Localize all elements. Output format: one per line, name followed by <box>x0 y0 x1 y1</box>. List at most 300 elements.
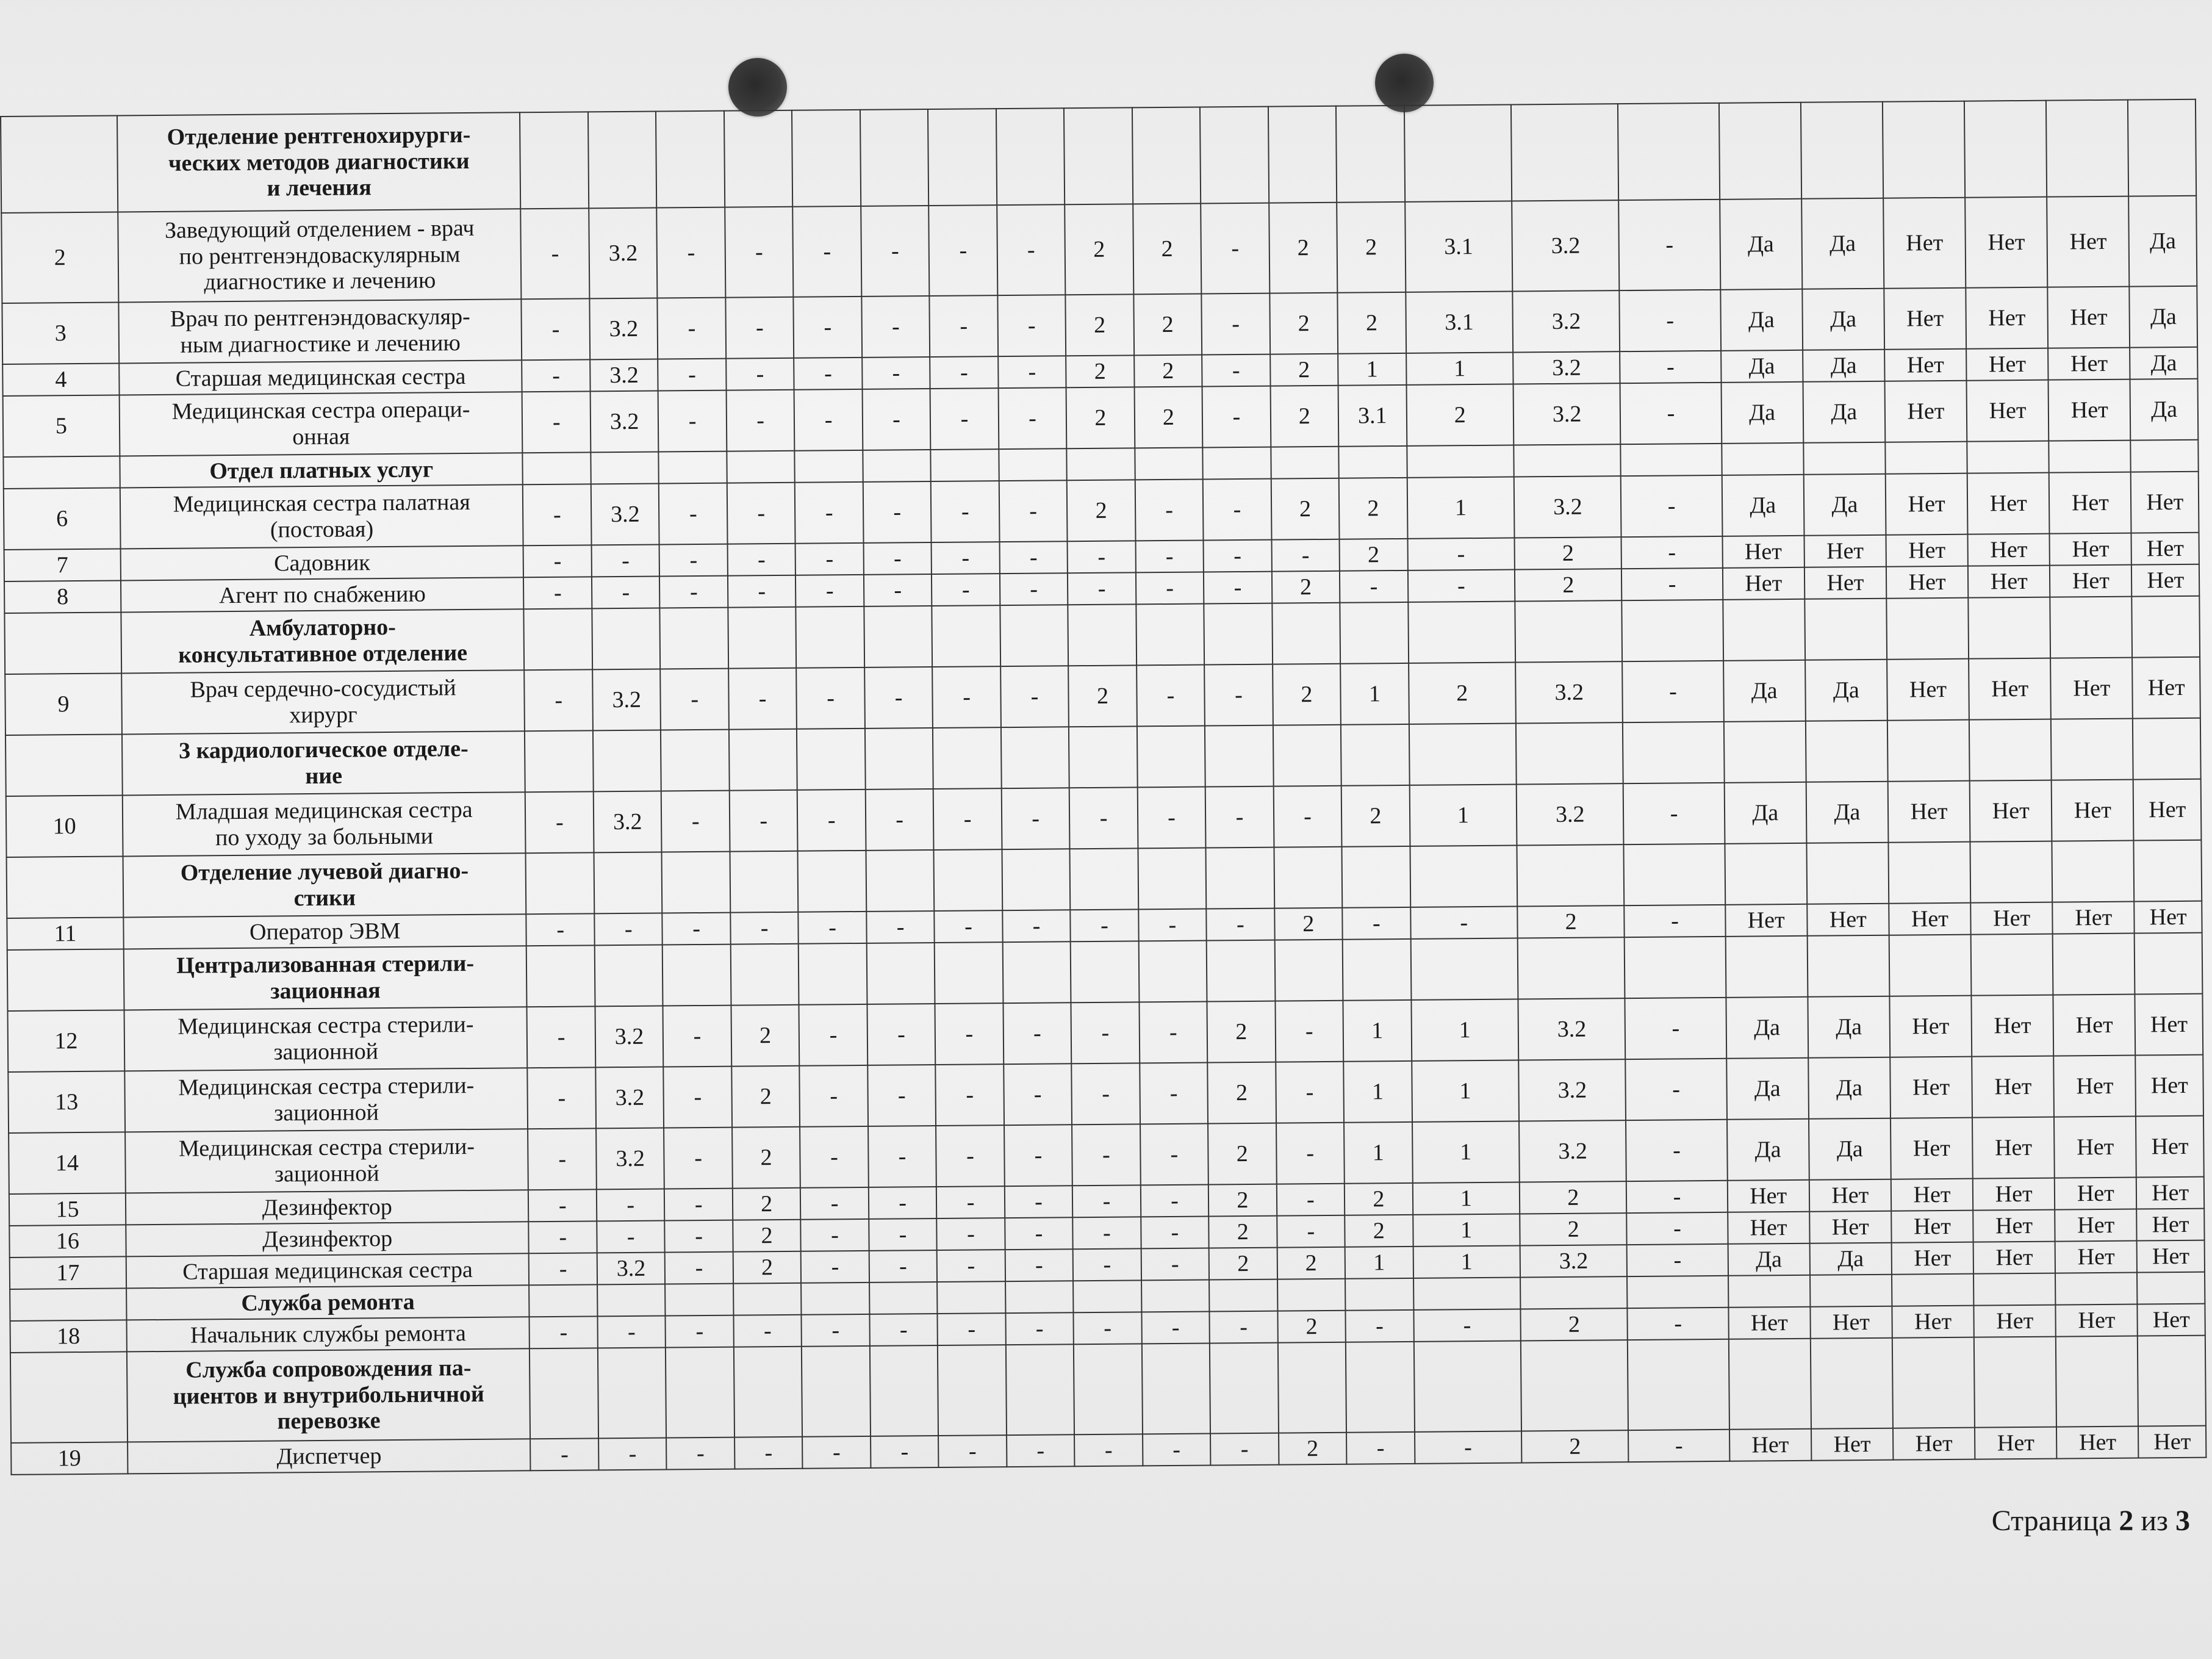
value-cell: Нет <box>1973 1210 2055 1242</box>
value-cell <box>867 943 935 1004</box>
value-cell: 2 <box>1209 1248 1277 1280</box>
row-number <box>10 1351 127 1442</box>
row-number <box>4 612 121 674</box>
value-cell: - <box>1141 1311 1210 1344</box>
value-cell <box>1514 444 1621 477</box>
value-cell: Да <box>1721 350 1803 383</box>
row-number: 18 <box>10 1320 127 1352</box>
value-cell: 2 <box>1277 1311 1346 1343</box>
value-cell: - <box>1626 1059 1727 1120</box>
value-cell: - <box>1137 787 1205 849</box>
value-cell: - <box>1204 572 1272 604</box>
value-cell: - <box>800 1126 868 1188</box>
value-cell: - <box>936 1064 1004 1126</box>
value-cell: - <box>726 358 794 390</box>
value-cell <box>1971 934 2053 996</box>
value-cell <box>1205 725 1273 787</box>
value-cell: - <box>594 913 663 946</box>
value-cell <box>1135 448 1203 480</box>
value-cell: - <box>937 1250 1005 1282</box>
value-cell: Да <box>1803 381 1885 443</box>
value-cell: - <box>1068 541 1136 573</box>
value-cell: 2 <box>1520 1308 1628 1341</box>
value-cell: 2 <box>1208 1184 1277 1217</box>
value-cell <box>1207 940 1275 1002</box>
value-cell: - <box>523 484 591 545</box>
value-cell: - <box>1340 570 1408 603</box>
value-cell <box>1886 598 1969 660</box>
position-name: Диспетчер <box>127 1439 531 1474</box>
value-cell: 2 <box>1068 665 1137 727</box>
value-cell <box>1203 447 1271 480</box>
value-cell: - <box>933 788 1002 850</box>
value-cell: - <box>663 913 731 945</box>
value-cell: - <box>665 1220 733 1253</box>
value-cell <box>1887 720 1970 782</box>
value-cell: 2 <box>733 1220 801 1252</box>
value-cell <box>1625 937 1726 998</box>
value-cell: Нет <box>1968 534 2050 566</box>
value-cell: Да <box>1805 660 1887 721</box>
value-cell <box>663 945 731 1006</box>
value-cell <box>2128 99 2196 196</box>
value-cell: 1 <box>1338 353 1406 386</box>
value-cell: Нет <box>2053 995 2136 1056</box>
value-cell: Нет <box>1892 1242 1974 1275</box>
value-cell <box>1138 941 1207 1002</box>
value-cell <box>1005 1281 1074 1313</box>
value-cell <box>1137 726 1205 788</box>
value-cell: 3.2 <box>590 359 658 392</box>
value-cell: 1 <box>1413 1214 1520 1246</box>
value-cell: 2 <box>731 1066 800 1128</box>
value-cell: - <box>1005 1312 1074 1345</box>
value-cell: Нет <box>1723 567 1805 600</box>
value-cell <box>802 1346 871 1437</box>
row-number: 5 <box>3 395 120 456</box>
value-cell: - <box>733 1315 802 1347</box>
value-cell: 3.2 <box>1514 383 1621 445</box>
section-title: Служба сопровождения па- циентов и внутрибольничной перевозке <box>127 1348 531 1442</box>
value-cell: - <box>1627 1212 1728 1245</box>
value-cell: - <box>862 389 930 450</box>
value-cell <box>2134 840 2202 902</box>
value-cell <box>1728 1339 1811 1430</box>
value-cell: - <box>1620 351 1722 383</box>
row-number: 13 <box>8 1071 125 1132</box>
value-cell: 3.2 <box>589 208 658 299</box>
section-title: Централизованная стерили- зационная <box>124 946 527 1010</box>
value-cell: - <box>1135 541 1204 573</box>
value-cell: - <box>1004 1063 1072 1125</box>
value-cell: - <box>869 1314 938 1346</box>
value-cell: Да <box>1722 475 1804 536</box>
value-cell: - <box>1000 666 1069 727</box>
value-cell: - <box>1138 909 1207 941</box>
value-cell: Нет <box>2138 1426 2206 1458</box>
value-cell: - <box>928 205 997 296</box>
value-cell: Нет <box>1889 903 1971 935</box>
value-cell <box>1204 603 1273 665</box>
value-cell <box>2132 596 2200 658</box>
table-row <box>1 196 2197 303</box>
value-cell: - <box>730 912 799 945</box>
value-cell: - <box>727 544 795 576</box>
value-cell: Нет <box>1892 1306 1974 1338</box>
position-name: Медицинская сестра палатная (постовая) <box>120 484 523 549</box>
value-cell <box>935 942 1003 1004</box>
value-cell <box>729 729 797 791</box>
value-cell: Нет <box>2050 533 2132 566</box>
value-cell: 2 <box>1270 354 1338 386</box>
value-cell <box>730 851 798 913</box>
value-cell: - <box>1206 909 1274 941</box>
value-cell: - <box>727 483 795 544</box>
position-name: Агент по снабжению <box>121 577 524 612</box>
value-cell: 1 <box>1412 1060 1519 1121</box>
value-cell <box>1516 722 1623 784</box>
value-cell: 2 <box>1520 1181 1627 1214</box>
value-cell: - <box>797 790 866 851</box>
value-cell: - <box>1072 1124 1140 1186</box>
value-cell: Да <box>1806 782 1888 843</box>
value-cell <box>1883 101 1965 198</box>
value-cell <box>795 450 863 483</box>
value-cell: Да <box>1801 198 1884 289</box>
value-cell: - <box>1074 1312 1142 1344</box>
value-cell <box>996 108 1065 205</box>
value-cell: - <box>1143 1433 1211 1466</box>
value-cell: - <box>797 668 865 729</box>
value-cell: - <box>1069 787 1138 849</box>
value-cell: Нет <box>2050 565 2132 597</box>
value-cell: Нет <box>2131 564 2199 597</box>
value-cell: Нет <box>2054 1117 2136 1178</box>
value-cell: - <box>938 1435 1007 1467</box>
value-cell <box>1067 448 1135 480</box>
footer-separator: из <box>2141 1505 2168 1537</box>
value-cell <box>1071 941 1139 1002</box>
value-cell <box>801 1283 869 1315</box>
value-cell <box>1346 1342 1415 1433</box>
value-cell: 1 <box>1406 353 1514 385</box>
position-name: Дезинфектор <box>126 1190 529 1225</box>
value-cell: - <box>1413 1309 1521 1341</box>
value-cell: 3.2 <box>1518 998 1625 1060</box>
value-cell: - <box>795 482 863 544</box>
value-cell: Нет <box>1809 1211 1892 1243</box>
value-cell: Нет <box>1725 904 1808 937</box>
value-cell: Нет <box>2131 472 2199 533</box>
value-cell: Да <box>1802 289 1884 350</box>
value-cell: 3.2 <box>591 484 659 545</box>
value-cell: - <box>1005 1186 1073 1218</box>
value-cell: - <box>726 390 794 452</box>
value-cell <box>2051 719 2133 780</box>
value-cell <box>937 1281 1005 1314</box>
value-cell <box>1521 1340 1629 1431</box>
value-cell: 2 <box>1515 569 1622 601</box>
position-name: Заведующий отделением - врач по рентгенэндоваскулярным диагностике и лечению <box>118 209 522 302</box>
position-name: Оператор ЭВМ <box>123 914 526 949</box>
section-title: Отделение лучевой диагно- стики <box>123 853 526 917</box>
value-cell <box>1628 1339 1729 1430</box>
value-cell <box>1271 447 1339 479</box>
row-number: 10 <box>6 795 123 857</box>
value-cell: Нет <box>2050 658 2133 719</box>
value-cell: - <box>1626 1120 1727 1181</box>
footer-total-pages: 3 <box>2175 1505 2190 1537</box>
value-cell: Да <box>1723 660 1806 722</box>
value-cell: 2 <box>1517 905 1625 938</box>
value-cell <box>659 452 727 484</box>
value-cell: Нет <box>2137 1209 2205 1241</box>
value-cell: 2 <box>1134 355 1202 387</box>
value-cell: 2 <box>1345 1215 1413 1247</box>
position-name: Младшая медицинская сестра по уходу за больными <box>123 792 526 856</box>
value-cell <box>1136 604 1204 666</box>
value-cell <box>1274 940 1343 1001</box>
value-cell: - <box>1141 1184 1209 1217</box>
value-cell <box>526 852 594 914</box>
value-cell: - <box>1002 910 1071 942</box>
value-cell: - <box>866 789 934 851</box>
position-name: Начальник службы ремонта <box>126 1317 530 1351</box>
value-cell <box>593 730 661 792</box>
value-cell: - <box>1204 540 1272 572</box>
value-cell: - <box>867 1004 935 1065</box>
value-cell: - <box>997 295 1066 356</box>
value-cell: - <box>1071 1002 1140 1063</box>
value-cell: Да <box>1726 1058 1809 1120</box>
value-cell: - <box>1277 1215 1345 1248</box>
value-cell <box>1342 846 1410 908</box>
value-cell: - <box>1072 1217 1141 1249</box>
row-number: 7 <box>4 549 121 581</box>
value-cell: 2 <box>1065 204 1133 295</box>
value-cell: - <box>1202 386 1271 448</box>
value-cell: 2 <box>1066 294 1134 356</box>
value-cell <box>1274 847 1342 909</box>
value-cell: Нет <box>2049 472 2131 534</box>
value-cell: - <box>869 1187 937 1219</box>
value-cell: Нет <box>2133 657 2200 719</box>
value-cell: 1 <box>1412 1182 1520 1214</box>
value-cell: - <box>1275 1001 1343 1062</box>
staff-table <box>0 99 2207 1475</box>
value-cell: Да <box>1809 1243 1892 1275</box>
value-cell: - <box>1073 1248 1141 1281</box>
value-cell: - <box>799 1004 867 1066</box>
value-cell: - <box>1140 1123 1208 1185</box>
value-cell: - <box>1410 907 1518 939</box>
value-cell: 2 <box>1208 1123 1276 1185</box>
value-cell: 1 <box>1411 999 1518 1061</box>
value-cell <box>1810 1275 1892 1307</box>
value-cell: - <box>526 913 595 946</box>
row-number: 12 <box>8 1010 125 1071</box>
row-number: 8 <box>4 580 121 613</box>
value-cell <box>1002 941 1071 1003</box>
value-cell <box>1070 848 1138 910</box>
value-cell: Нет <box>1891 1211 1973 1243</box>
value-cell: - <box>800 1187 869 1220</box>
value-cell: Нет <box>2136 1177 2204 1209</box>
value-cell: - <box>862 357 930 389</box>
value-cell <box>1340 602 1408 664</box>
value-cell: - <box>523 545 592 577</box>
value-cell: Да <box>1809 1118 1891 1180</box>
value-cell <box>1138 848 1206 910</box>
value-cell: 2 <box>1134 387 1202 448</box>
section-row <box>10 1336 2206 1443</box>
value-cell: Нет <box>1972 995 2054 1057</box>
row-number: 17 <box>10 1256 126 1289</box>
row-number: 6 <box>4 488 121 549</box>
value-cell: Да <box>1727 1119 1809 1181</box>
value-cell: 2 <box>1208 1216 1277 1248</box>
value-cell: Да <box>1720 199 1802 290</box>
value-cell: Нет <box>1807 904 1889 936</box>
value-cell: - <box>794 389 863 451</box>
value-cell: Нет <box>1884 381 1967 442</box>
value-cell <box>1889 935 1972 996</box>
value-cell: - <box>1141 1248 1209 1280</box>
value-cell <box>662 852 730 913</box>
value-cell <box>934 849 1002 911</box>
value-cell <box>1968 597 2050 659</box>
value-cell <box>1413 1277 1521 1309</box>
value-cell: Нет <box>1888 781 1970 843</box>
value-cell: - <box>1203 479 1271 541</box>
value-cell <box>999 448 1067 481</box>
value-cell: - <box>1626 1181 1728 1213</box>
value-cell: - <box>1072 1185 1141 1217</box>
value-cell: - <box>1620 290 1721 351</box>
value-cell <box>1141 1279 1210 1312</box>
value-cell: - <box>1346 1310 1414 1342</box>
value-cell: - <box>997 204 1066 295</box>
value-cell: - <box>937 1218 1005 1250</box>
footer-current-page: 2 <box>2119 1505 2134 1537</box>
value-cell <box>660 608 728 669</box>
value-cell: Нет <box>2052 780 2134 841</box>
value-cell: - <box>1623 661 1724 722</box>
value-cell: - <box>665 1252 733 1284</box>
value-cell: - <box>657 207 726 298</box>
value-cell: - <box>528 1189 597 1222</box>
value-cell: - <box>659 544 728 577</box>
value-cell: - <box>1415 1431 1522 1463</box>
value-cell: Нет <box>1727 1180 1809 1212</box>
value-cell <box>1806 843 1889 904</box>
value-cell <box>1719 103 1801 200</box>
value-cell <box>2135 933 2202 995</box>
value-cell: 3.2 <box>592 669 661 731</box>
value-cell <box>728 607 796 669</box>
value-cell: - <box>801 1219 869 1251</box>
value-cell: - <box>1001 788 1069 849</box>
value-cell: 3.1 <box>1406 292 1513 353</box>
value-cell <box>594 852 662 914</box>
value-cell: 3.2 <box>1512 290 1620 352</box>
value-cell: - <box>597 1315 666 1348</box>
value-cell: 2 <box>1270 386 1338 447</box>
value-cell: - <box>867 1065 936 1126</box>
value-cell: - <box>522 359 591 392</box>
value-cell: - <box>522 298 590 360</box>
value-cell <box>1801 102 1883 199</box>
position-name: Дезинфектор <box>126 1222 529 1256</box>
value-cell: - <box>999 480 1068 542</box>
value-cell: - <box>528 1128 597 1190</box>
value-cell <box>1624 844 1725 905</box>
value-cell: 2 <box>1273 664 1341 725</box>
value-cell: - <box>663 1006 731 1067</box>
value-cell: Нет <box>1968 566 2050 598</box>
value-cell: 2 <box>733 1188 801 1220</box>
value-cell: - <box>1071 1063 1140 1125</box>
value-cell <box>1517 844 1624 906</box>
value-cell: - <box>1210 1433 1279 1466</box>
value-cell: - <box>938 1313 1006 1345</box>
value-cell: Нет <box>2056 1305 2138 1337</box>
value-cell: - <box>1202 354 1270 387</box>
value-cell: - <box>1628 1430 1729 1462</box>
value-cell: Да <box>1720 289 1803 351</box>
value-cell <box>938 1345 1007 1436</box>
value-cell <box>864 606 932 668</box>
value-cell: Нет <box>1886 566 1969 599</box>
value-cell <box>1410 846 1517 907</box>
value-cell <box>1623 722 1724 783</box>
value-cell: Нет <box>1891 1118 1973 1179</box>
value-cell <box>1728 1275 1811 1308</box>
value-cell: - <box>1003 1002 1071 1064</box>
value-cell: - <box>795 575 864 607</box>
value-cell: - <box>1137 665 1205 727</box>
value-cell: Нет <box>2048 287 2130 348</box>
value-cell: 3.2 <box>1514 476 1621 538</box>
value-cell: - <box>666 1315 734 1348</box>
value-cell <box>1807 935 1889 997</box>
value-cell: Нет <box>2136 1116 2203 1178</box>
value-cell: - <box>527 1006 595 1068</box>
value-cell: - <box>730 790 798 852</box>
value-cell <box>734 1347 803 1438</box>
value-cell: 3.2 <box>1515 661 1623 723</box>
value-cell <box>1888 842 1970 904</box>
value-cell <box>1200 107 1269 204</box>
value-cell: - <box>935 1003 1004 1065</box>
value-cell <box>1811 1338 1893 1429</box>
value-cell: Нет <box>1970 902 2053 935</box>
value-cell: - <box>598 1438 667 1470</box>
value-cell: - <box>659 483 727 545</box>
value-cell <box>1804 599 1887 660</box>
value-cell: - <box>658 390 727 452</box>
value-cell <box>2137 1272 2205 1305</box>
value-cell: - <box>1271 539 1340 572</box>
value-cell: - <box>1074 1434 1143 1466</box>
value-cell: 3.1 <box>1338 385 1407 447</box>
value-cell <box>1723 599 1805 661</box>
value-cell: - <box>528 1067 596 1129</box>
value-cell: Нет <box>1886 473 1968 535</box>
value-cell <box>1621 444 1722 476</box>
value-cell: - <box>664 1128 732 1189</box>
value-cell: 3.2 <box>596 1128 664 1190</box>
